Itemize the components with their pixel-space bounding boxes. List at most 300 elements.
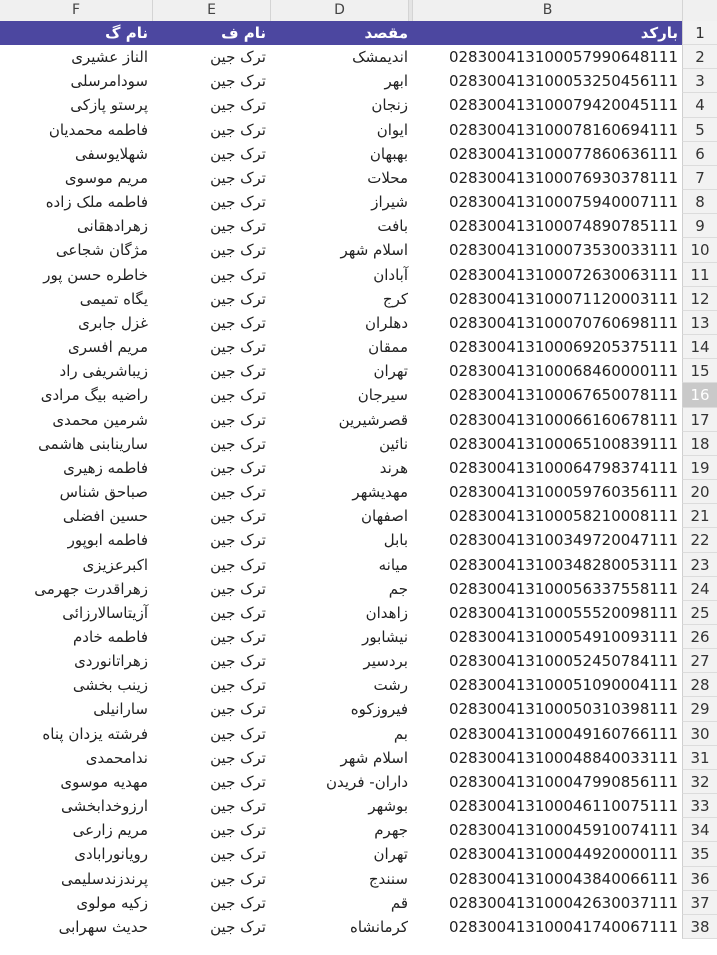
cell-destination[interactable]: بردسیر (363, 652, 408, 671)
cell-last-name[interactable]: ترک جین (210, 338, 266, 357)
cell-barcode[interactable] (412, 142, 682, 166)
cell-first-name[interactable]: سارینابنی هاشمی (38, 434, 148, 453)
cell-destination[interactable]: محلات (367, 168, 408, 187)
row-number[interactable]: 24 (682, 577, 717, 601)
cell-first-name[interactable]: شهلایوسفی (74, 144, 148, 163)
column-header-f[interactable]: F (71, 2, 81, 18)
cell-destination[interactable]: بابل (383, 531, 408, 550)
cell-destination[interactable]: قم (390, 893, 408, 912)
row-number[interactable]: 34 (682, 818, 717, 842)
cell-first-name[interactable]: یگاه تمیمی (79, 289, 148, 308)
barcode-number: 028300413100077860636111 (448, 144, 678, 163)
cell-first-name[interactable]: مریم افسری (68, 338, 148, 357)
cell-barcode[interactable] (412, 311, 682, 335)
cell-barcode[interactable] (412, 190, 682, 214)
cell-barcode[interactable] (412, 45, 682, 69)
cell-first-name[interactable]: زهراقدرت جهرمی (34, 579, 148, 598)
barcode-number: 028300413100075940007111 (448, 193, 678, 212)
cell-first-name[interactable]: آزیتاسالارزائی (62, 603, 148, 622)
cell-last-name[interactable]: ترک جین (210, 313, 266, 332)
row-number[interactable]: 2 (682, 45, 717, 69)
cell-destination[interactable]: زاهدان (365, 603, 408, 622)
row-number[interactable]: 29 (682, 697, 717, 721)
table-row (0, 69, 717, 93)
cell-barcode[interactable] (412, 263, 682, 287)
row-number[interactable]: 5 (682, 118, 717, 142)
row-number[interactable]: 7 (682, 166, 717, 190)
cell-barcode[interactable] (412, 867, 682, 891)
barcode-content (449, 432, 678, 456)
row-number[interactable]: 3 (682, 69, 717, 93)
cell-destination[interactable]: آبادان (373, 265, 408, 284)
cell-destination[interactable]: رشت (373, 676, 408, 695)
cell-barcode[interactable] (412, 673, 682, 697)
cell-first-name[interactable]: فرشته یزدان پناه (42, 724, 148, 743)
table-row (0, 432, 717, 456)
table-row (0, 770, 717, 794)
barcode-number: 028300413100065100839111 (448, 434, 678, 453)
cell-destination[interactable]: کرج (382, 289, 408, 308)
row-number[interactable]: 11 (682, 263, 717, 287)
cell-first-name[interactable]: فاطمه زهیری (63, 458, 148, 477)
cell-first-name[interactable]: مریم موسوی (64, 168, 148, 187)
cell-last-name[interactable]: ترک جین (210, 821, 266, 840)
row-number[interactable]: 10 (682, 238, 717, 262)
cell-barcode[interactable] (412, 722, 682, 746)
barcode-number: 028300413100076930378111 (448, 168, 678, 187)
cell-destination[interactable]: اسلام شهر (340, 241, 408, 260)
cell-barcode[interactable] (412, 697, 682, 721)
cell-last-name[interactable]: ترک جین (210, 120, 266, 139)
barcode-content (449, 214, 678, 238)
cell-barcode[interactable] (412, 238, 682, 262)
row-number[interactable]: 15 (682, 359, 717, 383)
cell-destination[interactable]: نیشابور (362, 628, 408, 646)
barcode-number: 028300413100057990648111 (448, 48, 678, 67)
row-number[interactable]: 28 (682, 673, 717, 697)
cell-first-name[interactable]: زکیه مولوی (76, 893, 148, 912)
cell-barcode[interactable] (412, 601, 682, 625)
table-row (0, 311, 717, 335)
barcode-number: 028300413100047990856111 (448, 772, 678, 791)
table-row (0, 746, 717, 770)
barcode-content (449, 480, 678, 504)
cell-destination[interactable]: اندیمشک (352, 48, 408, 67)
cell-barcode[interactable] (412, 93, 682, 117)
cell-barcode[interactable] (412, 383, 682, 407)
barcode-number: 028300413100045910074111 (448, 821, 678, 840)
table-row (0, 842, 717, 866)
barcode-content (449, 818, 678, 842)
table-row (0, 625, 717, 649)
cell-destination[interactable]: تهران (373, 845, 408, 864)
barcode-number: 028300413100064798374111 (448, 458, 678, 477)
barcode-content (449, 359, 678, 383)
cell-barcode[interactable] (412, 214, 682, 238)
barcode-number: 028300413100048840033111 (448, 748, 678, 767)
barcode-content (449, 867, 678, 891)
cell-first-name[interactable]: مریم زارعی (72, 821, 148, 840)
barcode-content (449, 625, 678, 649)
table-row (0, 891, 717, 915)
barcode-number: 028300413100051090004111 (448, 676, 678, 695)
cell-last-name[interactable]: ترک جین (210, 676, 266, 695)
cell-last-name[interactable]: ترک جین (210, 289, 266, 308)
barcode-number: 028300413100044920000111 (448, 845, 678, 864)
row-number[interactable]: 36 (682, 867, 717, 891)
table-row (0, 553, 717, 577)
cell-destination[interactable]: شیراز (371, 193, 408, 212)
cell-last-name[interactable]: ترک جین (210, 724, 266, 743)
row-number[interactable]: 38 (682, 915, 717, 939)
barcode-number: 028300413100078160694111 (448, 120, 678, 139)
cell-first-name[interactable]: فاطمه ابوپور (67, 531, 148, 550)
table-row (0, 794, 717, 818)
cell-destination[interactable]: فیروزکوه (350, 700, 408, 719)
cell-first-name[interactable]: راضیه بیگ مرادی (40, 386, 148, 405)
cell-last-name[interactable]: ترک جین (210, 797, 266, 816)
row-number[interactable]: 16 (682, 383, 717, 407)
table-row (0, 359, 717, 383)
cell-barcode[interactable] (412, 770, 682, 794)
barcode-number: 028300413100059760356111 (448, 483, 678, 502)
barcode-number: 028300413100050310398111 (448, 700, 678, 719)
cell-last-name[interactable]: ترک جین (210, 48, 266, 67)
table-row (0, 383, 717, 407)
row-number[interactable]: 32 (682, 770, 717, 794)
table-row (0, 673, 717, 697)
cell-barcode[interactable] (412, 166, 682, 190)
cell-barcode[interactable] (412, 649, 682, 673)
cell-last-name[interactable]: ترک جین (210, 579, 266, 598)
table-row (0, 577, 717, 601)
cell-last-name[interactable]: ترک جین (210, 434, 266, 453)
barcode-content (449, 238, 678, 262)
cell-barcode[interactable] (412, 842, 682, 866)
cell-destination[interactable]: ممقان (368, 338, 408, 357)
barcode-content (449, 383, 678, 407)
table-row (0, 238, 717, 262)
cell-last-name[interactable]: ترک جین (210, 483, 266, 502)
cell-barcode[interactable] (412, 553, 682, 577)
barcode-content (449, 45, 678, 69)
cell-barcode[interactable] (412, 480, 682, 504)
cell-destination[interactable]: مهدیشهر (352, 483, 408, 502)
cell-first-name[interactable]: صباحق شناس (59, 483, 148, 502)
cell-first-name[interactable]: سودامرسلی (70, 72, 148, 91)
table-row (0, 93, 717, 117)
cell-first-name[interactable]: زهرادهقانی (76, 217, 148, 236)
cell-barcode[interactable] (412, 746, 682, 770)
cell-barcode[interactable] (412, 625, 682, 649)
cell-last-name[interactable]: ترک جین (210, 410, 266, 429)
cell-destination[interactable]: ایوان (376, 120, 408, 139)
cell-destination[interactable]: جهرم (374, 821, 408, 840)
cell-last-name[interactable]: ترک جین (210, 362, 266, 381)
table-row (0, 504, 717, 528)
cell-barcode[interactable] (412, 528, 682, 552)
barcode-content (449, 142, 678, 166)
cell-last-name[interactable]: ترک جین (210, 144, 266, 163)
cell-first-name[interactable]: سارانیلی (93, 700, 148, 719)
cell-last-name[interactable]: ترک جین (210, 700, 266, 719)
row-number[interactable]: 30 (682, 722, 717, 746)
table-row (0, 214, 717, 238)
barcode-content (449, 673, 678, 697)
cell-first-name[interactable]: فاطمه خادم (73, 628, 148, 646)
table-row (0, 118, 717, 142)
cell-last-name[interactable]: ترک جین (210, 531, 266, 550)
row-number[interactable]: 14 (682, 335, 717, 359)
cell-barcode[interactable] (412, 335, 682, 359)
barcode-content (449, 118, 678, 142)
cell-destination[interactable]: سنندج (368, 869, 408, 888)
table-row (0, 915, 717, 939)
cell-destination[interactable]: دهلران (364, 313, 408, 332)
cell-last-name[interactable]: ترک جین (210, 193, 266, 212)
barcode-content (449, 697, 678, 721)
cell-destination[interactable]: نائین (379, 434, 408, 453)
barcode-content (449, 504, 678, 528)
select-all-corner[interactable] (682, 0, 717, 21)
row-number[interactable]: 20 (682, 480, 717, 504)
cell-last-name[interactable]: ترک جین (210, 748, 266, 767)
cell-destination[interactable]: هرند (379, 458, 408, 477)
barcode-number: 028300413100049160766111 (448, 724, 678, 743)
cell-destination[interactable]: بافت (377, 217, 408, 236)
cell-first-name[interactable]: زینب بخشی (72, 676, 148, 695)
cell-barcode[interactable] (412, 915, 682, 939)
cell-first-name[interactable]: رویانورابادی (74, 845, 148, 864)
cell-first-name[interactable]: الناز عشیری (71, 48, 148, 67)
cell-barcode[interactable] (412, 408, 682, 432)
barcode-number: 028300413100072630063111 (448, 265, 678, 284)
cell-destination[interactable]: بوشهر (368, 797, 408, 816)
table-row (0, 601, 717, 625)
barcode-content (449, 166, 678, 190)
barcode-content (449, 408, 678, 432)
cell-first-name[interactable]: خاطره حسن پور (43, 265, 148, 284)
row-number[interactable]: 33 (682, 794, 717, 818)
barcode-number: 028300413100070760698111 (448, 313, 678, 332)
cell-last-name[interactable]: ترک جین (210, 386, 266, 405)
column-header-e[interactable]: E (152, 0, 270, 21)
row-number[interactable]: 17 (682, 408, 717, 432)
row-number[interactable]: 21 (682, 504, 717, 528)
cell-last-name[interactable]: ترک جین (210, 507, 266, 526)
cell-first-name[interactable]: فاطمه محمدیان (48, 120, 148, 139)
barcode-content (449, 335, 678, 359)
cell-destination[interactable]: جم (388, 579, 408, 598)
table-row (0, 166, 717, 190)
row-number[interactable]: 8 (682, 190, 717, 214)
barcode-content (449, 577, 678, 601)
table-row (0, 480, 717, 504)
cell-first-name[interactable]: ارزوخدابخشی (61, 797, 148, 816)
barcode-number: 028300413100067650078111 (448, 386, 678, 405)
barcode-content (449, 69, 678, 93)
row-number[interactable]: 13 (682, 311, 717, 335)
row-number[interactable]: 23 (682, 553, 717, 577)
cell-destination[interactable]: بهبهان (369, 144, 408, 163)
cell-last-name[interactable]: ترک جین (210, 72, 266, 91)
barcode-content (449, 891, 678, 915)
cell-barcode[interactable] (412, 891, 682, 915)
cell-barcode[interactable] (412, 577, 682, 601)
cell-last-name[interactable]: ترک جین (210, 893, 266, 912)
row-number[interactable]: 4 (682, 93, 717, 117)
cell-first-name[interactable]: پرستو پازکی (70, 96, 148, 115)
header-cell-first-name[interactable]: نام گ (105, 24, 148, 42)
barcode-number: 028300413100041740067111 (448, 917, 678, 936)
cell-first-name[interactable]: شرمین محمدی (52, 410, 148, 429)
cell-barcode[interactable] (412, 118, 682, 142)
cell-first-name[interactable]: غزل جابری (78, 313, 148, 332)
row-number[interactable]: 19 (682, 456, 717, 480)
cell-last-name[interactable]: ترک جین (210, 217, 266, 236)
cell-first-name[interactable]: حسین افضلی (62, 507, 148, 526)
barcode-number: 028300413100348280053111 (448, 555, 678, 574)
barcode-number: 028300413100054910093111 (448, 628, 678, 646)
row-number[interactable]: 12 (682, 287, 717, 311)
cell-destination[interactable]: سیرجان (357, 386, 408, 405)
row-number[interactable]: 31 (682, 746, 717, 770)
cell-last-name[interactable]: ترک جین (210, 241, 266, 260)
column-header-b[interactable]: B (412, 0, 682, 21)
row-number[interactable]: 18 (682, 432, 717, 456)
column-header-bar (0, 0, 717, 22)
cell-first-name[interactable]: مهدیه موسوی (60, 772, 148, 791)
row-number[interactable]: 9 (682, 214, 717, 238)
row-number[interactable]: 27 (682, 649, 717, 673)
cell-barcode[interactable] (412, 456, 682, 480)
barcode-content (449, 649, 678, 673)
cell-last-name[interactable]: ترک جین (210, 917, 266, 936)
barcode-content (449, 311, 678, 335)
barcode-number: 028300413100058210008111 (448, 507, 678, 526)
table-row (0, 335, 717, 359)
header-cell-destination[interactable]: مقصد (364, 24, 408, 42)
barcode-content (449, 842, 678, 866)
table-row (0, 287, 717, 311)
barcode-number: 028300413100071120003111 (448, 289, 678, 308)
table-row (0, 722, 717, 746)
cell-first-name[interactable]: پرندزندسلیمی (60, 869, 148, 888)
cell-destination[interactable]: کرمانشاه (349, 917, 408, 936)
row-number[interactable]: 6 (682, 142, 717, 166)
row-number[interactable]: 22 (682, 528, 717, 552)
cell-destination[interactable]: داران- فریدن (326, 772, 408, 791)
cell-destination[interactable]: میانه (378, 555, 408, 574)
cell-last-name[interactable]: ترک جین (210, 869, 266, 888)
cell-last-name[interactable]: ترک جین (210, 168, 266, 187)
cell-last-name[interactable]: ترک جین (210, 845, 266, 864)
cell-barcode[interactable] (412, 818, 682, 842)
cell-destination[interactable]: قصرشیرین (338, 410, 408, 429)
barcode-number: 028300413100069205375111 (448, 338, 678, 357)
barcode-content (449, 722, 678, 746)
cell-last-name[interactable]: ترک جین (210, 555, 266, 574)
table-row (0, 190, 717, 214)
cell-first-name[interactable]: ندامحمدی (85, 748, 148, 767)
barcode-number: 028300413100052450784111 (448, 652, 678, 671)
cell-destination[interactable]: ابهر (384, 72, 408, 91)
table-row (0, 818, 717, 842)
barcode-content (449, 553, 678, 577)
table-row (0, 408, 717, 432)
barcode-content (449, 190, 678, 214)
row-number[interactable]: 25 (682, 601, 717, 625)
barcode-content (449, 93, 678, 117)
table-row (0, 528, 717, 552)
row-number[interactable]: 26 (682, 625, 717, 649)
cell-barcode[interactable] (412, 287, 682, 311)
column-header-d[interactable]: D (270, 0, 408, 21)
barcode-content (449, 601, 678, 625)
barcode-content (449, 287, 678, 311)
cell-last-name[interactable]: ترک جین (210, 265, 266, 284)
cell-barcode[interactable] (412, 504, 682, 528)
barcode-number: 028300413100055520098111 (448, 603, 678, 622)
cell-barcode[interactable] (412, 359, 682, 383)
cell-barcode[interactable] (412, 794, 682, 818)
table-row (0, 867, 717, 891)
cell-destination[interactable]: اصفهان (361, 507, 408, 526)
cell-last-name[interactable]: ترک جین (210, 603, 266, 622)
cell-barcode[interactable] (412, 432, 682, 456)
barcode-content (449, 794, 678, 818)
barcode-number: 028300413100349720047111 (448, 531, 678, 550)
cell-last-name[interactable]: ترک جین (210, 458, 266, 477)
barcode-number: 028300413100066160678111 (448, 410, 678, 429)
cell-destination[interactable]: زنجان (371, 96, 408, 115)
table-row (0, 263, 717, 287)
cell-destination[interactable]: تهران (373, 362, 408, 381)
cell-first-name[interactable]: فاطمه ملک زاده (45, 193, 148, 212)
barcode-content (449, 528, 678, 552)
header-cell-last-name[interactable]: نام ف (221, 24, 266, 42)
barcode-number: 028300413100046110075111 (448, 797, 678, 816)
cell-first-name[interactable]: زهراتانوردی (74, 652, 148, 671)
row-number[interactable]: 35 (682, 842, 717, 866)
barcode-content (449, 915, 678, 939)
cell-last-name[interactable]: ترک جین (210, 772, 266, 791)
barcode-number: 028300413100056337558111 (448, 579, 678, 598)
cell-first-name[interactable]: حدیث سهرابی (58, 917, 148, 936)
cell-first-name[interactable]: مژگان شجاعی (55, 241, 148, 260)
row-number[interactable]: 1 (682, 21, 717, 45)
barcode-content (449, 746, 678, 770)
barcode-content (449, 456, 678, 480)
cell-destination[interactable]: بم (393, 724, 408, 743)
barcode-content (449, 770, 678, 794)
cell-last-name[interactable]: ترک جین (210, 628, 266, 646)
cell-last-name[interactable]: ترک جین (210, 96, 266, 115)
cell-first-name[interactable]: اکبرعزیزی (82, 555, 148, 574)
header-cell-barcode[interactable]: بارکد (640, 24, 678, 42)
table-row (0, 456, 717, 480)
row-number[interactable]: 37 (682, 891, 717, 915)
barcode-number: 028300413100042630037111 (448, 893, 678, 912)
cell-barcode[interactable] (412, 69, 682, 93)
barcode-number: 028300413100074890785111 (448, 217, 678, 236)
cell-first-name[interactable]: زیباشریفی راد (59, 362, 148, 381)
barcode-number: 028300413100068460000111 (448, 362, 678, 381)
cell-last-name[interactable]: ترک جین (210, 652, 266, 671)
cell-destination[interactable]: اسلام شهر (340, 748, 408, 767)
barcode-number: 028300413100073530033111 (448, 241, 678, 260)
barcode-number: 028300413100043840066111 (448, 869, 678, 888)
